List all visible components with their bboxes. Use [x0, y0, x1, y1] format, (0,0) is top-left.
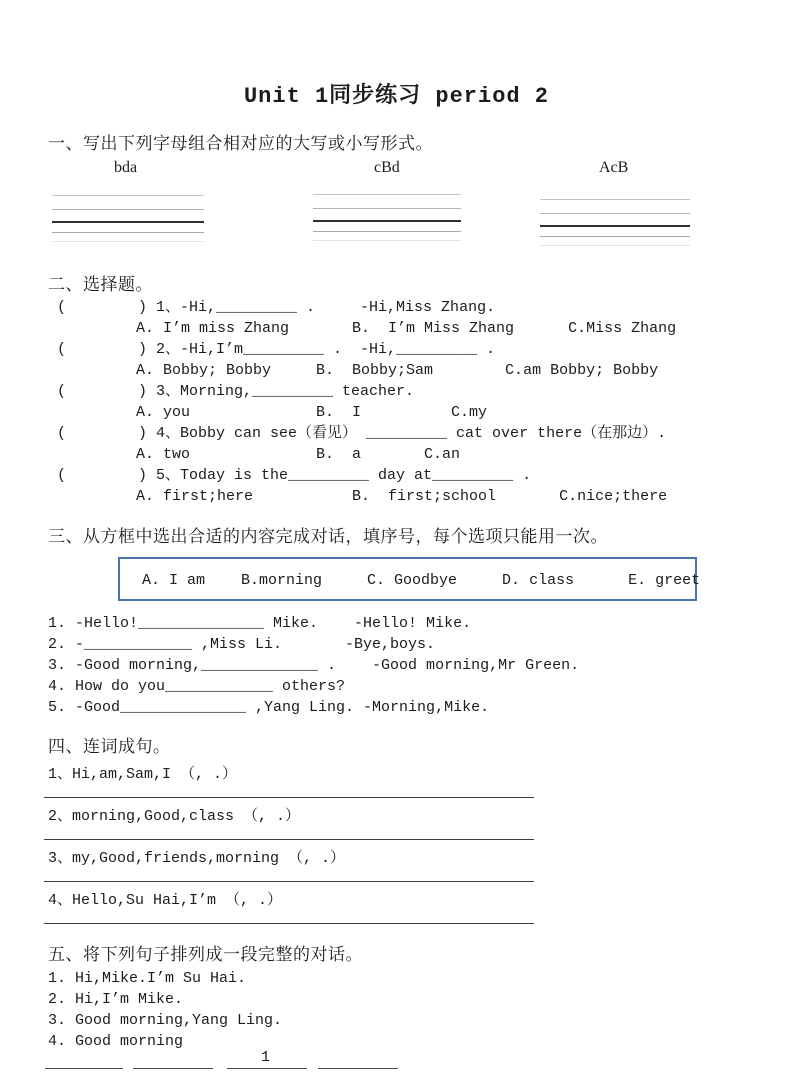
section5-heading: 五、将下列句子排列成一段完整的对话。 — [48, 947, 363, 966]
writing-lines-group-1 — [52, 195, 204, 243]
word-bank-box — [118, 557, 701, 601]
writing-line — [313, 194, 461, 195]
question-5-stem: ( ) 5、Today is the_________ day at_________ . — [57, 467, 532, 484]
writing-line — [52, 232, 204, 233]
section3-heading: 三、从方框中选出合适的内容完成对话，填序号，每个选项只能用一次。 — [48, 529, 608, 548]
order-item-3: 3. Good morning,Yang Ling. — [48, 1012, 283, 1029]
order-answer-blanks — [0, 1068, 793, 1070]
question-5-options: A. first;here B. first;school C.nice;there — [136, 488, 668, 505]
answer-line-3 — [44, 881, 534, 882]
page-number: 1 — [261, 1049, 271, 1066]
answer-line-2 — [44, 839, 534, 840]
question-2-stem: ( ) 2、-Hi,I’m_________ . -Hi,_________ . — [57, 341, 496, 358]
order-item-4: 4. Good morning — [48, 1033, 184, 1050]
answer-blank-3 — [227, 1068, 307, 1069]
rearrange-item-3: 3、my,Good,friends,morning （, .） — [48, 850, 346, 867]
writing-lines-group-3 — [540, 199, 690, 247]
answer-line-4 — [44, 923, 534, 924]
answer-line-1 — [44, 797, 534, 798]
question-4-stem: ( ) 4、Bobby can see（看见） _________ cat over there（在那边）. — [57, 425, 667, 442]
letter-group-label-2: cBd — [374, 159, 400, 176]
dialog-item-2: 2. -____________ ,Miss Li. -Bye,boys. — [48, 636, 436, 653]
writing-line — [540, 236, 690, 237]
letter-group-label-1: bda — [114, 159, 138, 176]
multiple-choice-list — [0, 297, 793, 507]
dialog-item-1: 1. -Hello!______________ Mike. -Hello! Mike. — [48, 615, 472, 632]
writing-lines-group-2 — [313, 194, 461, 242]
writing-line — [313, 240, 461, 241]
writing-line — [52, 195, 204, 196]
writing-line-baseline — [540, 225, 690, 227]
question-3-stem: ( ) 3、Morning,_________ teacher. — [57, 383, 415, 400]
question-1-options: A. I’m miss Zhang B. I’m Miss Zhang C.Miss Zhang — [136, 320, 677, 337]
writing-line-baseline — [52, 221, 204, 223]
page-title: Unit 1同步练习 period 2 — [243, 84, 550, 109]
question-2-options: A. Bobby; Bobby B. Bobby;Sam C.am Bobby; Bobby — [136, 362, 659, 379]
writing-line — [540, 213, 690, 214]
order-item-1: 1. Hi,Mike.I’m Su Hai. — [48, 970, 247, 987]
letter-group-label-3: AcB — [599, 159, 629, 176]
dialog-completion-list — [48, 613, 579, 718]
answer-blank-4 — [318, 1068, 398, 1069]
rearrange-words-list — [44, 762, 544, 932]
writing-line — [52, 241, 204, 242]
dialog-item-5: 5. -Good______________ ,Yang Ling. -Morning,Mike. — [48, 699, 490, 716]
answer-blank-1 — [45, 1068, 123, 1069]
writing-line — [313, 208, 461, 209]
section2-heading: 二、选择题。 — [48, 277, 153, 296]
rearrange-item-4: 4、Hello,Su Hai,I’m （, .） — [48, 892, 283, 909]
answer-blank-2 — [133, 1068, 213, 1069]
writing-line — [540, 245, 690, 246]
section1-heading: 一、写出下列字母组合相对应的大写或小写形式。 — [48, 136, 433, 155]
writing-line-baseline — [313, 220, 461, 222]
question-4-options: A. two B. a C.an — [136, 446, 461, 463]
order-item-2: 2. Hi,I’m Mike. — [48, 991, 184, 1008]
writing-line — [52, 209, 204, 210]
rearrange-item-1: 1、Hi,am,Sam,I （, .） — [48, 766, 238, 783]
question-3-options: A. you B. I C.my — [136, 404, 488, 421]
question-1-stem: ( ) 1、-Hi,_________ . -Hi,Miss Zhang. — [57, 299, 496, 316]
sentence-order-list — [48, 968, 282, 1052]
writing-line — [540, 199, 690, 200]
writing-line — [313, 231, 461, 232]
word-bank-options: A. I am B.morning C. Goodbye D. class E. greet — [142, 572, 701, 589]
section4-heading: 四、连词成句。 — [48, 739, 171, 758]
dialog-item-4: 4. How do you____________ others? — [48, 678, 346, 695]
dialog-item-3: 3. -Good morning,_____________ . -Good morning,Mr Green. — [48, 657, 580, 674]
rearrange-item-2: 2、morning,Good,class （, .） — [48, 808, 301, 825]
